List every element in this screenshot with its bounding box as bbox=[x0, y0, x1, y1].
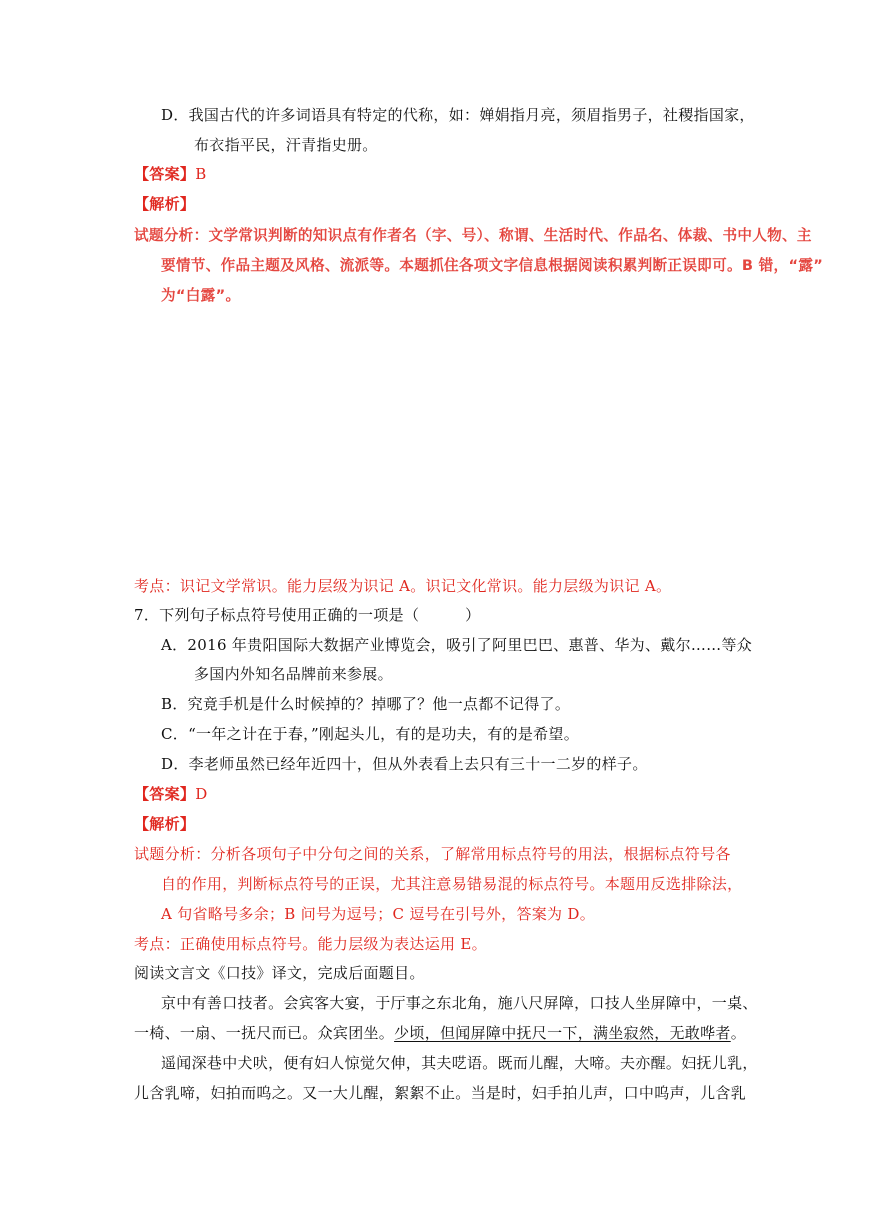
q7-stem: 7．下列句子标点符号使用正确的一项是（ ） bbox=[134, 606, 481, 624]
q7-analysis-line1: 试题分析：分析各项句子中分句之间的关系，了解常用标点符号的用法，根据标点符号各 bbox=[134, 845, 731, 863]
q7-option-a-line2: 多国内外知名品牌前来参展。 bbox=[194, 665, 393, 683]
answer-value: B bbox=[195, 165, 207, 183]
q7-option-c: C．“一年之计在于春，”刚起头儿，有的是功夫，有的是希望。 bbox=[161, 725, 580, 743]
reading-p1-line1: 京中有善口技者。会宾客大宴，于厅事之东北角，施八尺屏障，口技人坐屏障中，一桌、 bbox=[161, 994, 758, 1012]
q7-analysis-line3: A 句省略号多余；B 问号为逗号；C 逗号在引号外，答案为 D。 bbox=[161, 905, 596, 923]
reading-p1-line2-plain: 一椅、一扇、一抚尺而已。众宾团坐。 bbox=[134, 1024, 395, 1042]
q6-analysis-label: 【解析】 bbox=[134, 195, 196, 213]
q6-option-d-line1: D．我国古代的许多词语具有特定的代称，如：婵娟指月亮，须眉指男子，社稷指国家， bbox=[161, 106, 755, 124]
q6-kaodian: 考点：识记文学常识。能力层级为识记 A。识记文化常识。能力层级为识记 A。 bbox=[134, 577, 672, 595]
reading-p1-line2 bbox=[134, 1023, 746, 1043]
q7-analysis-label: 【解析】 bbox=[134, 815, 196, 833]
q7-kaodian: 考点：正确使用标点符号。能力层级为表达运用 E。 bbox=[134, 935, 487, 953]
q6-analysis-line1: 试题分析：文学常识判断的知识点有作者名（字、号）、称谓、生活时代、作品名、体裁、书中人物、主 bbox=[134, 227, 812, 244]
reading-p1-line2-end: 。 bbox=[730, 1024, 747, 1042]
q7-option-b: B．究竟手机是什么时候掉的？掉哪了？他一点都不记得了。 bbox=[161, 695, 571, 713]
reading-underlined-sentence: 少顷，但闻屏障中抚尺一下，满坐寂然，无敢哗者 bbox=[394, 1024, 731, 1042]
q6-option-d-line2: 布衣指平民，汗青指史册。 bbox=[194, 136, 378, 154]
q7-option-a-line1: A．2016 年贵阳国际大数据产业博览会，吸引了阿里巴巴、惠普、华为、戴尔……等众 bbox=[161, 636, 753, 654]
answer-value: D bbox=[195, 785, 208, 803]
reading-intro: 阅读文言文《口技》译文，完成后面题目。 bbox=[134, 964, 425, 982]
reading-p2-line2: 儿含乳啼，妇拍而呜之。又一大儿醒，絮絮不止。当是时，妇手拍儿声，口中呜声，儿含乳 bbox=[134, 1084, 747, 1102]
answer-label: 【答案】 bbox=[134, 165, 196, 183]
answer-label: 【答案】 bbox=[134, 785, 196, 803]
q6-analysis-line3: 为“白露”。 bbox=[161, 287, 241, 304]
q7-answer bbox=[134, 784, 208, 804]
q7-analysis-line2: 自的作用，判断标点符号的正误，尤其注意易错易混的标点符号。本题用反选排除法， bbox=[161, 875, 743, 893]
q7-option-d: D．李老师虽然已经年近四十，但从外表看上去只有三十一二岁的样子。 bbox=[161, 755, 648, 773]
q6-answer bbox=[134, 164, 207, 184]
reading-p2-line1: 遥闻深巷中犬吠，便有妇人惊觉欠伸，其夫呓语。既而儿醒，大啼。夫亦醒。妇抚儿乳， bbox=[161, 1054, 758, 1072]
q6-analysis-line2: 要情节、作品主题及风格、流派等。本题抓住各项文字信息根据阅读积累判断正误即可。B 错，“露” bbox=[161, 257, 824, 274]
